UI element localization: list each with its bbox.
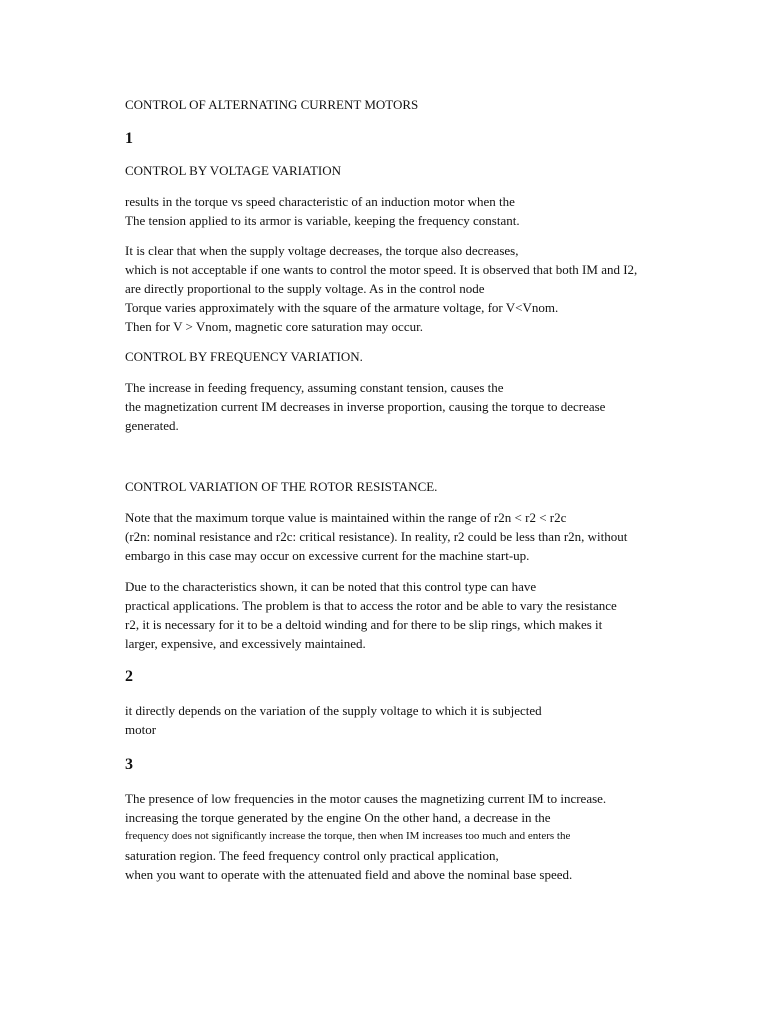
text-line: Due to the characteristics shown, it can be noted that this control type can have [125,579,537,594]
text-line: The presence of low frequencies in the motor causes the magnetizing current IM to increase. [125,791,607,806]
text-line: The increase in feeding frequency, assuming constant tension, causes the [125,380,504,395]
text-line: embargo in this case may occur on excessive current for the machine start-up. [125,548,530,563]
paragraph-rotor-range [125,508,685,565]
text-line: motor [125,722,157,737]
text-line: The tension applied to its armor is variable, keeping the frequency constant. [125,213,520,228]
paragraph-rotor-applications [125,577,685,653]
text-line: increasing the torque generated by the engine On the other hand, a decrease in the [125,810,551,825]
paragraph-voltage-detail [125,241,685,336]
paragraph-section-3 [125,789,685,884]
section-number-3: 3 [125,756,133,773]
text-line: the magnetization current IM decreases in inverse proportion, causing the torque to decrease [125,399,606,414]
text-line: It is clear that when the supply voltage decreases, the torque also decreases, [125,243,519,258]
text-line: Then for V > Vnom, magnetic core saturation may occur. [125,319,423,334]
heading-frequency-variation: CONTROL BY FREQUENCY VARIATION. [125,349,363,364]
section-number-1: 1 [125,130,133,147]
text-line: are directly proportional to the supply voltage. As in the control node [125,281,485,296]
paragraph-section-2 [125,701,685,739]
paragraph-voltage-intro [125,192,685,230]
paragraph-frequency [125,378,685,435]
text-line: Note that the maximum torque value is maintained within the range of r2n < r2 < r2c [125,510,567,525]
heading-rotor-resistance: CONTROL VARIATION OF THE ROTOR RESISTANCE. [125,479,438,494]
text-line: saturation region. The feed frequency control only practical application, [125,848,499,863]
text-line: r2, it is necessary for it to be a deltoid winding and for there to be slip rings, which makes it [125,617,603,632]
document-title: CONTROL OF ALTERNATING CURRENT MOTORS [125,97,419,112]
text-line: generated. [125,418,179,433]
section-number-2: 2 [125,668,133,685]
text-line: (r2n: nominal resistance and r2c: critical resistance). In reality, r2 could be less than r2n, without [125,529,628,544]
text-line: which is not acceptable if one wants to control the motor speed. It is observed that both IM and I2, [125,262,638,277]
text-line: when you want to operate with the attenuated field and above the nominal base speed. [125,867,573,882]
heading-voltage-variation: CONTROL BY VOLTAGE VARIATION [125,163,341,178]
text-line: it directly depends on the variation of the supply voltage to which it is subjected [125,703,542,718]
text-line: results in the torque vs speed characteristic of an induction motor when the [125,194,515,209]
document-page [125,96,685,884]
text-line: practical applications. The problem is that to access the rotor and be able to vary the resistance [125,598,617,613]
text-line: larger, expensive, and excessively maintained. [125,636,366,651]
text-line: Torque varies approximately with the square of the armature voltage, for V<Vnom. [125,300,559,315]
text-line: frequency does not significantly increase the torque, then when IM increases too much and enters the [125,830,571,842]
